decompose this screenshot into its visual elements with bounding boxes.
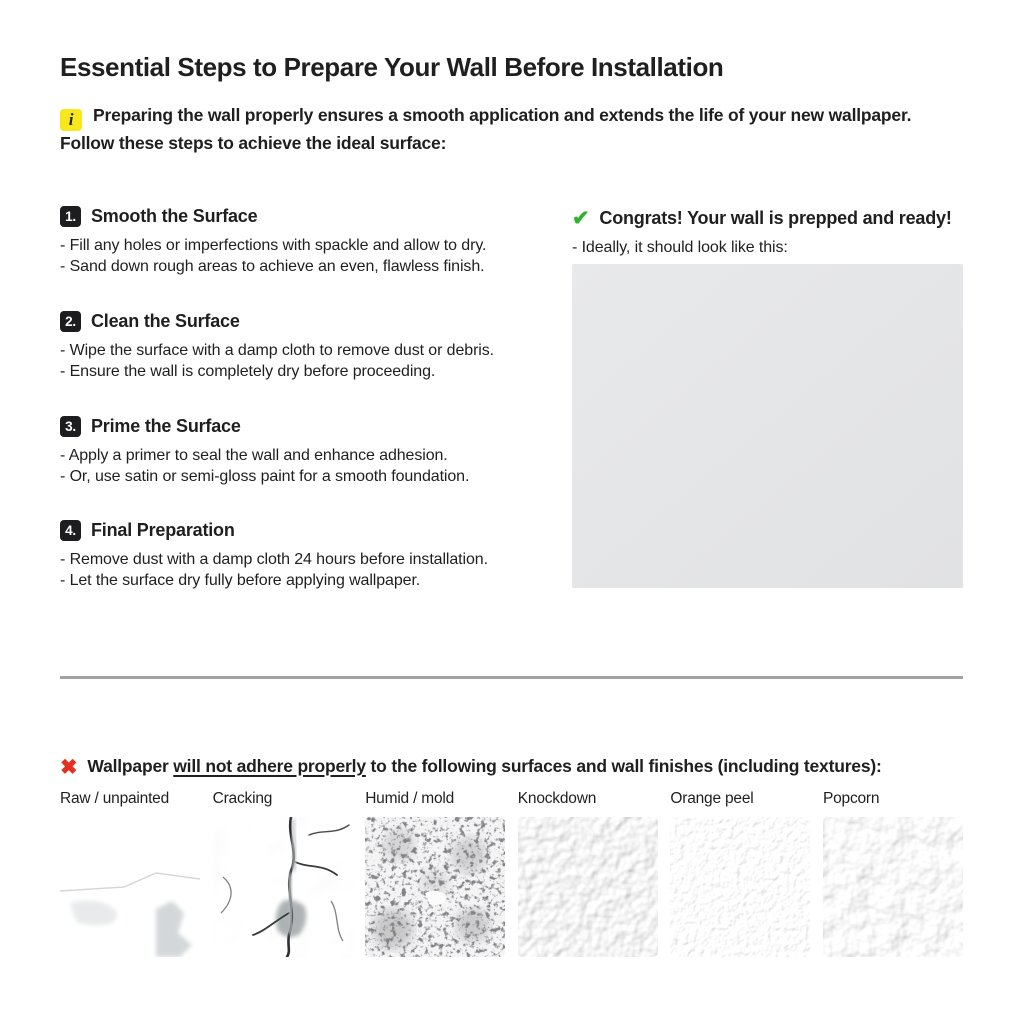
texture-image-cracking (213, 817, 353, 957)
cross-icon: ✖ (60, 756, 78, 779)
step-detail-line: - Ensure the wall is completely dry before proceeding. (60, 363, 436, 380)
texture-orange-peel (670, 790, 810, 957)
step-2 (60, 311, 535, 382)
intro-line-1: Preparing the wall properly ensures a smooth application and extends the life of your new wallpaper. (93, 105, 912, 125)
step-detail-line: - Let the surface dry fully before applying wallpaper. (60, 572, 421, 589)
warning-suffix: to the following surfaces and wall finishes (including textures): (370, 756, 882, 776)
texture-raw-unpainted (60, 790, 200, 957)
step-detail-line: - Wipe the surface with a damp cloth to remove dust or debris. (60, 342, 494, 359)
texture-image-orange-peel (670, 817, 810, 957)
success-title: Congrats! Your wall is prepped and ready! (599, 208, 952, 228)
texture-humid-mold (365, 790, 505, 957)
warning-prefix: Wallpaper (87, 756, 169, 776)
success-header (572, 208, 952, 229)
texture-image-knockdown (518, 817, 658, 957)
texture-label: Knockdown (517, 790, 597, 807)
texture-label: Cracking (212, 790, 273, 807)
step-title: Smooth the Surface (91, 206, 258, 226)
step-1 (60, 206, 535, 277)
section-divider (60, 676, 963, 679)
step-4-details (60, 549, 535, 591)
step-detail-line: - Fill any holes or imperfections with spackle and allow to dry. (60, 237, 487, 254)
page-title: Essential Steps to Prepare Your Wall Before Installation (60, 52, 724, 82)
step-title: Prime the Surface (91, 416, 241, 436)
check-icon: ✔ (572, 207, 590, 230)
texture-label: Humid / mold (365, 790, 455, 807)
step-2-header (60, 311, 535, 332)
texture-label: Popcorn (822, 790, 880, 807)
texture-knockdown (518, 790, 658, 957)
step-4-header (60, 520, 535, 541)
step-3-details (60, 445, 535, 487)
texture-label: Orange peel (670, 790, 754, 807)
texture-image-humid-mold (365, 817, 505, 957)
step-title: Final Preparation (91, 520, 235, 540)
step-number-badge: 3. (60, 416, 81, 437)
warning-paragraph (60, 755, 980, 780)
intro-line-2: Follow these steps to achieve the ideal surface: (60, 133, 447, 153)
warning-emphasis: will not adhere properly (173, 756, 366, 776)
texture-gallery (60, 790, 963, 957)
step-4 (60, 520, 535, 591)
intro-paragraph (60, 103, 968, 155)
texture-cracking (213, 790, 353, 957)
step-1-header (60, 206, 535, 227)
success-subline: - Ideally, it should look like this: (572, 239, 788, 256)
step-title: Clean the Surface (91, 311, 240, 331)
step-detail-line: - Apply a primer to seal the wall and enhance adhesion. (60, 447, 448, 464)
texture-image-raw-unpainted (60, 817, 200, 957)
step-detail-line: - Sand down rough areas to achieve an even, flawless finish. (60, 258, 485, 275)
step-3 (60, 416, 535, 487)
step-3-header (60, 416, 535, 437)
step-1-details (60, 235, 535, 277)
texture-popcorn (823, 790, 963, 957)
step-number-badge: 1. (60, 206, 81, 227)
step-2-details (60, 340, 535, 382)
step-number-badge: 4. (60, 520, 81, 541)
info-icon: i (60, 109, 82, 131)
texture-image-popcorn (823, 817, 963, 957)
step-detail-line: - Or, use satin or semi-gloss paint for a smooth foundation. (60, 468, 470, 485)
step-number-badge: 2. (60, 311, 81, 332)
step-detail-line: - Remove dust with a damp cloth 24 hours before installation. (60, 551, 488, 568)
texture-label: Raw / unpainted (60, 790, 170, 807)
prepped-wall-image (572, 264, 963, 588)
